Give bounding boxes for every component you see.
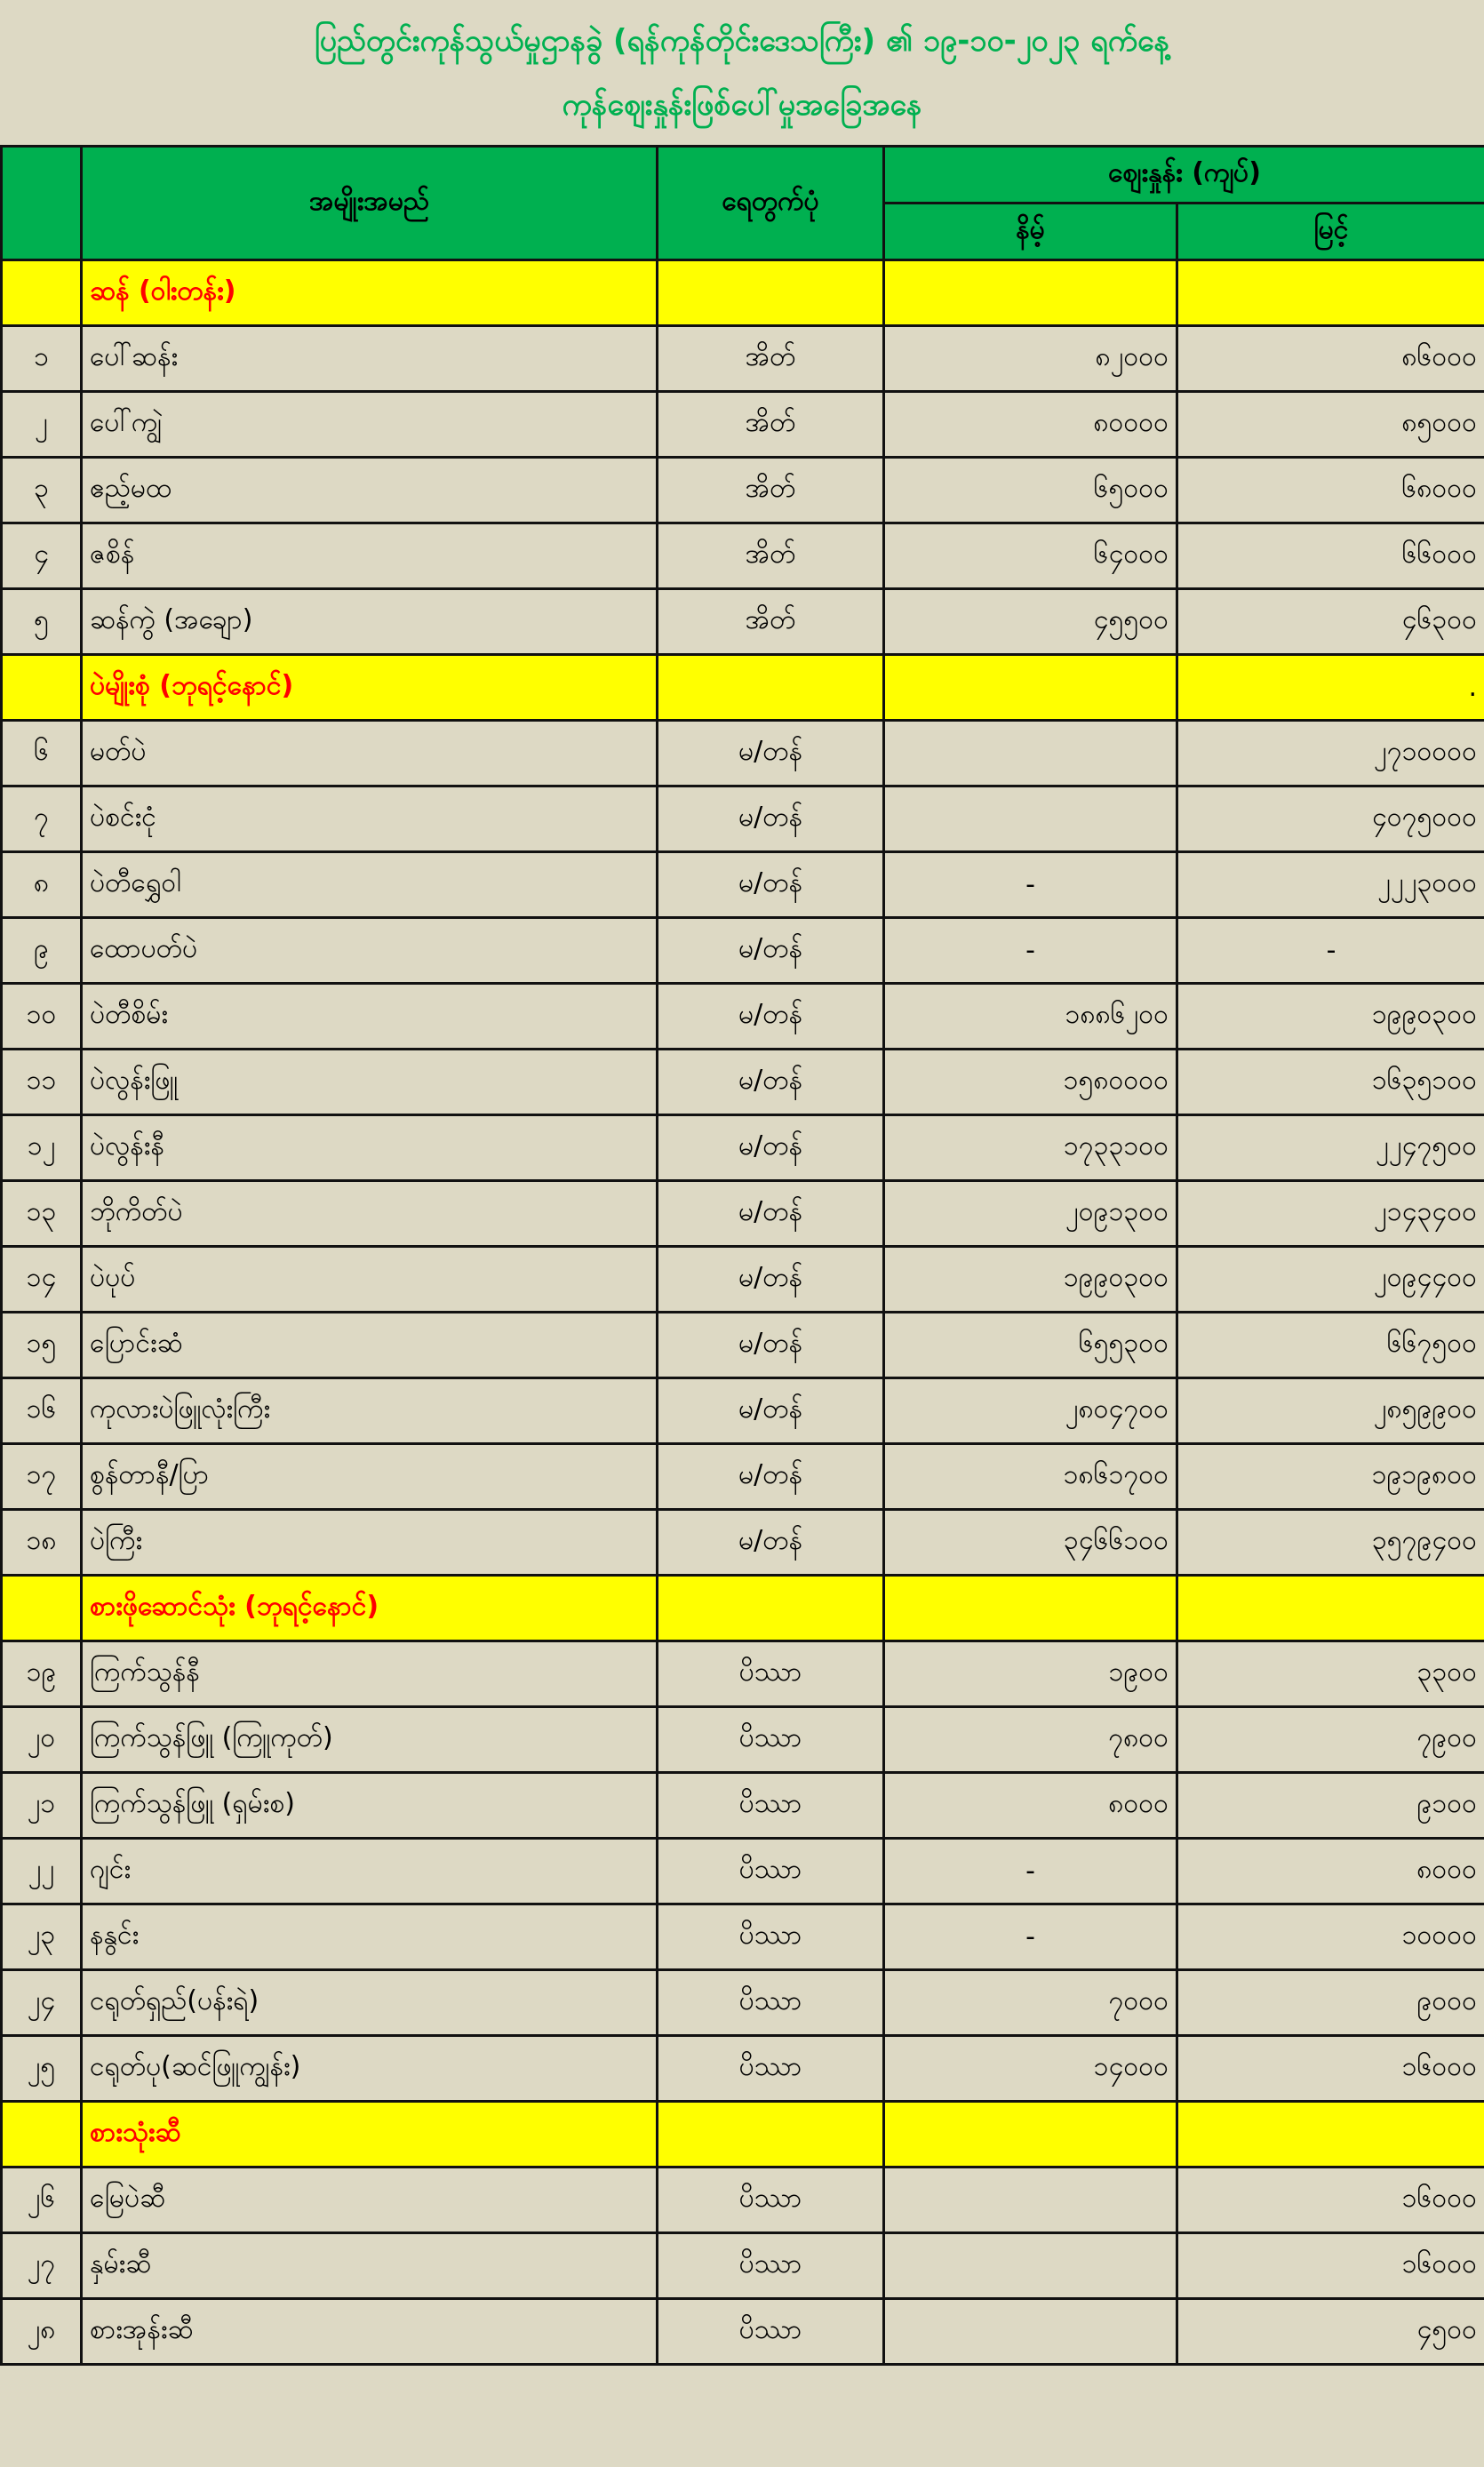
cell-no: ၂၇ bbox=[2, 2233, 82, 2299]
cell-no: ၅ bbox=[2, 589, 82, 655]
group-no bbox=[2, 260, 82, 326]
cell-low: ၆၅၀၀၀ bbox=[884, 458, 1177, 523]
cell-high: ၆၆၇၅၀၀ bbox=[1177, 1313, 1484, 1378]
table-row bbox=[2, 1247, 1484, 1313]
cell-no: ၂၄ bbox=[2, 1970, 82, 2036]
cell-low: ၂၈၀၄၇၀၀ bbox=[884, 1378, 1177, 1444]
cell-no: ၇ bbox=[2, 786, 82, 852]
table-row bbox=[2, 1378, 1484, 1444]
cell-unit: ပိဿာ bbox=[658, 1641, 884, 1707]
cell-unit: အိတ် bbox=[658, 523, 884, 589]
cell-unit: မ/တန် bbox=[658, 918, 884, 984]
cell-no: ၁၆ bbox=[2, 1378, 82, 1444]
cell-name: ပြောင်းဆံ bbox=[82, 1313, 658, 1378]
table-row bbox=[2, 786, 1484, 852]
cell-no: ၂၈ bbox=[2, 2299, 82, 2365]
cell-name: ပဲစင်းငုံ bbox=[82, 786, 658, 852]
cell-unit: မ/တန် bbox=[658, 1181, 884, 1247]
cell-low: ၈၀၀၀၀ bbox=[884, 392, 1177, 458]
title-line-2: ကုန်ဈေးနှုန်းဖြစ်ပေါ်မှုအခြေအနေ bbox=[562, 86, 922, 123]
cell-high: - bbox=[1177, 918, 1484, 984]
cell-low: ၁၈၈၆၂၀၀ bbox=[884, 984, 1177, 1050]
cell-no: ၁၇ bbox=[2, 1444, 82, 1510]
cell-high: ၁၆၀၀၀ bbox=[1177, 2233, 1484, 2299]
header-name: အမျိုးအမည် bbox=[82, 147, 658, 260]
table-row bbox=[2, 721, 1484, 786]
cell-name: ကုလားပဲဖြူလုံးကြီး bbox=[82, 1378, 658, 1444]
table-row bbox=[2, 2036, 1484, 2102]
title-line-1: ပြည်တွင်းကုန်သွယ်မှုဌာနခွဲ (ရန်ကုန်တိုင်းဒေသကြီး) ၏ ၁၉-၁၀-၂၀၂၃ ရက်နေ့ bbox=[314, 22, 1170, 59]
cell-name: ပဲလွန်းနီ bbox=[82, 1115, 658, 1181]
cell-name: ပေါ်ကျွဲ bbox=[82, 392, 658, 458]
cell-name: ဆန်ကွဲ (အချော) bbox=[82, 589, 658, 655]
cell-name: ဂျင်း bbox=[82, 1839, 658, 1904]
cell-no: ၁ bbox=[2, 326, 82, 392]
cell-low: ၂၀၉၁၃၀၀ bbox=[884, 1181, 1177, 1247]
cell-low: ၁၉၉၀၃၀၀ bbox=[884, 1247, 1177, 1313]
cell-no: ၁၀ bbox=[2, 984, 82, 1050]
cell-no: ၁၉ bbox=[2, 1641, 82, 1707]
group-high bbox=[1177, 2102, 1484, 2168]
group-name: ပဲမျိုးစုံ (ဘုရင့်နောင်) bbox=[82, 655, 658, 721]
cell-no: ၁၅ bbox=[2, 1313, 82, 1378]
cell-low: ၈၀၀၀ bbox=[884, 1773, 1177, 1839]
table-row bbox=[2, 2299, 1484, 2365]
table-row bbox=[2, 523, 1484, 589]
cell-unit: ပိဿာ bbox=[658, 1707, 884, 1773]
cell-unit: မ/တန် bbox=[658, 1378, 884, 1444]
cell-no: ၁၃ bbox=[2, 1181, 82, 1247]
cell-unit: ပိဿာ bbox=[658, 1904, 884, 1970]
cell-high: ၄၆၃၀၀ bbox=[1177, 589, 1484, 655]
group-name: ဆန် (ဝါးတန်း) bbox=[82, 260, 658, 326]
group-unit bbox=[658, 655, 884, 721]
group-low bbox=[884, 1576, 1177, 1641]
group-name: စားသုံးဆီ bbox=[82, 2102, 658, 2168]
cell-high: ၂၀၉၄၄၀၀ bbox=[1177, 1247, 1484, 1313]
cell-low: ၆၄၀၀၀ bbox=[884, 523, 1177, 589]
cell-high: ၄၀၇၅၀၀၀ bbox=[1177, 786, 1484, 852]
cell-name: ပဲတီစိမ်း bbox=[82, 984, 658, 1050]
cell-high: ၁၉၁၉၈၀၀ bbox=[1177, 1444, 1484, 1510]
group-header-row bbox=[2, 1576, 1484, 1641]
cell-low: ၇၈၀၀ bbox=[884, 1707, 1177, 1773]
group-name: စားဖိုဆောင်သုံး (ဘုရင့်နောင်) bbox=[82, 1576, 658, 1641]
cell-name: ပဲလွန်းဖြူ bbox=[82, 1050, 658, 1115]
cell-unit: မ/တန် bbox=[658, 1444, 884, 1510]
cell-high: ၇၉၀၀ bbox=[1177, 1707, 1484, 1773]
header-low: နိမ့် bbox=[884, 204, 1177, 260]
table-row bbox=[2, 1510, 1484, 1576]
cell-high: ၁၆၃၅၁၀၀ bbox=[1177, 1050, 1484, 1115]
cell-no: ၂၃ bbox=[2, 1904, 82, 1970]
cell-high: ၂၇၁၀၀၀၀ bbox=[1177, 721, 1484, 786]
header-price: ဈေးနှုန်း (ကျပ်) bbox=[884, 147, 1484, 204]
cell-unit: မ/တန် bbox=[658, 1247, 884, 1313]
group-low bbox=[884, 655, 1177, 721]
header-unit: ရေတွက်ပုံ bbox=[658, 147, 884, 260]
cell-no: ၁၈ bbox=[2, 1510, 82, 1576]
cell-low bbox=[884, 2233, 1177, 2299]
cell-unit: မ/တန် bbox=[658, 1050, 884, 1115]
page-title bbox=[0, 0, 1484, 145]
cell-name: စွန်တာနီ/ပြာ bbox=[82, 1444, 658, 1510]
table-row bbox=[2, 589, 1484, 655]
cell-high: ၁၉၉၀၃၀၀ bbox=[1177, 984, 1484, 1050]
cell-name: ကြက်သွန်နီ bbox=[82, 1641, 658, 1707]
cell-unit: ပိဿာ bbox=[658, 1773, 884, 1839]
cell-name: နနွင်း bbox=[82, 1904, 658, 1970]
cell-low bbox=[884, 786, 1177, 852]
table-row bbox=[2, 2233, 1484, 2299]
cell-no: ၂၂ bbox=[2, 1839, 82, 1904]
cell-unit: ပိဿာ bbox=[658, 1970, 884, 2036]
cell-high: ၃၅၇၉၄၀၀ bbox=[1177, 1510, 1484, 1576]
table-row bbox=[2, 1115, 1484, 1181]
table-row bbox=[2, 2168, 1484, 2233]
group-low bbox=[884, 2102, 1177, 2168]
table-row bbox=[2, 326, 1484, 392]
table-row bbox=[2, 852, 1484, 918]
cell-high: ၃၃၀၀ bbox=[1177, 1641, 1484, 1707]
table-row bbox=[2, 1444, 1484, 1510]
cell-unit: မ/တန် bbox=[658, 1313, 884, 1378]
cell-unit: ပိဿာ bbox=[658, 2168, 884, 2233]
cell-unit: မ/တန် bbox=[658, 721, 884, 786]
group-high: . bbox=[1177, 655, 1484, 721]
cell-no: ၆ bbox=[2, 721, 82, 786]
cell-high: ၁၆၀၀၀ bbox=[1177, 2168, 1484, 2233]
table-row bbox=[2, 1904, 1484, 1970]
group-no bbox=[2, 2102, 82, 2168]
cell-name: ငရုတ်ပု(ဆင်ဖြူကျွန်း) bbox=[82, 2036, 658, 2102]
table-row bbox=[2, 1641, 1484, 1707]
table-row bbox=[2, 1181, 1484, 1247]
cell-low: ၈၂၀၀၀ bbox=[884, 326, 1177, 392]
cell-high: ၁၆၀၀၀ bbox=[1177, 2036, 1484, 2102]
cell-unit: အိတ် bbox=[658, 326, 884, 392]
cell-no: ၂၅ bbox=[2, 2036, 82, 2102]
table-row bbox=[2, 1970, 1484, 2036]
cell-low: ၆၅၅၃၀၀ bbox=[884, 1313, 1177, 1378]
cell-high: ၂၈၅၉၉၀၀ bbox=[1177, 1378, 1484, 1444]
cell-name: ဧည့်မထ bbox=[82, 458, 658, 523]
cell-low: ၇၀၀၀ bbox=[884, 1970, 1177, 2036]
cell-low: ၁၉၀၀ bbox=[884, 1641, 1177, 1707]
cell-low: - bbox=[884, 918, 1177, 984]
group-no bbox=[2, 1576, 82, 1641]
cell-name: ကြက်သွန်ဖြူ (ကြူကုတ်) bbox=[82, 1707, 658, 1773]
cell-high: ၉၁၀၀ bbox=[1177, 1773, 1484, 1839]
group-no bbox=[2, 655, 82, 721]
cell-low bbox=[884, 2168, 1177, 2233]
table-row bbox=[2, 1839, 1484, 1904]
cell-name: မတ်ပဲ bbox=[82, 721, 658, 786]
cell-unit: ပိဿာ bbox=[658, 2233, 884, 2299]
cell-name: နှမ်းဆီ bbox=[82, 2233, 658, 2299]
group-high bbox=[1177, 260, 1484, 326]
cell-unit: မ/တန် bbox=[658, 786, 884, 852]
cell-no: ၂၀ bbox=[2, 1707, 82, 1773]
table-row bbox=[2, 1050, 1484, 1115]
cell-unit: အိတ် bbox=[658, 589, 884, 655]
group-header-row bbox=[2, 260, 1484, 326]
cell-low: - bbox=[884, 1839, 1177, 1904]
cell-low: - bbox=[884, 852, 1177, 918]
group-unit bbox=[658, 1576, 884, 1641]
table-row bbox=[2, 918, 1484, 984]
table-body bbox=[2, 260, 1484, 2365]
cell-no: ၄ bbox=[2, 523, 82, 589]
cell-unit: မ/တန် bbox=[658, 984, 884, 1050]
cell-low: ၁၈၆၁၇၀၀ bbox=[884, 1444, 1177, 1510]
cell-low: - bbox=[884, 1904, 1177, 1970]
cell-unit: အိတ် bbox=[658, 458, 884, 523]
cell-low: ၃၄၆၆၁၀၀ bbox=[884, 1510, 1177, 1576]
cell-low bbox=[884, 721, 1177, 786]
cell-name: စားအုန်းဆီ bbox=[82, 2299, 658, 2365]
cell-high: ၆၆၀၀၀ bbox=[1177, 523, 1484, 589]
cell-no: ၉ bbox=[2, 918, 82, 984]
cell-unit: မ/တန် bbox=[658, 1115, 884, 1181]
cell-unit: မ/တန် bbox=[658, 1510, 884, 1576]
cell-name: ငရုတ်ရှည်(ပန်းရဲ) bbox=[82, 1970, 658, 2036]
cell-unit: ပိဿာ bbox=[658, 2036, 884, 2102]
group-unit bbox=[658, 260, 884, 326]
cell-high: ၄၅၀၀ bbox=[1177, 2299, 1484, 2365]
cell-name: ပဲပုပ် bbox=[82, 1247, 658, 1313]
cell-high: ၈၆၀၀၀ bbox=[1177, 326, 1484, 392]
cell-high: ၂၂၄၇၅၀၀ bbox=[1177, 1115, 1484, 1181]
cell-name: ဇစိန် bbox=[82, 523, 658, 589]
cell-name: မြေပဲဆီ bbox=[82, 2168, 658, 2233]
group-high bbox=[1177, 1576, 1484, 1641]
cell-high: ၂၂၂၃၀၀၀ bbox=[1177, 852, 1484, 918]
group-header-row bbox=[2, 655, 1484, 721]
cell-low: ၁၇၃၃၁၀၀ bbox=[884, 1115, 1177, 1181]
group-unit bbox=[658, 2102, 884, 2168]
cell-no: ၂၁ bbox=[2, 1773, 82, 1839]
header-high: မြင့် bbox=[1177, 204, 1484, 260]
table-row bbox=[2, 458, 1484, 523]
cell-high: ၉၀၀၀ bbox=[1177, 1970, 1484, 2036]
cell-no: ၃ bbox=[2, 458, 82, 523]
table-row bbox=[2, 1313, 1484, 1378]
cell-no: ၂၆ bbox=[2, 2168, 82, 2233]
cell-high: ၆၈၀၀၀ bbox=[1177, 458, 1484, 523]
cell-high: ၈၀၀၀ bbox=[1177, 1839, 1484, 1904]
cell-unit: ပိဿာ bbox=[658, 2299, 884, 2365]
cell-unit: မ/တန် bbox=[658, 852, 884, 918]
cell-name: ထောပတ်ပဲ bbox=[82, 918, 658, 984]
cell-no: ၁၄ bbox=[2, 1247, 82, 1313]
cell-low: ၄၅၅၀၀ bbox=[884, 589, 1177, 655]
header-number bbox=[2, 147, 82, 260]
cell-name: ဘိုကိတ်ပဲ bbox=[82, 1181, 658, 1247]
cell-low bbox=[884, 2299, 1177, 2365]
cell-low: ၁၄၀၀၀ bbox=[884, 2036, 1177, 2102]
cell-high: ၁၀၀၀၀ bbox=[1177, 1904, 1484, 1970]
cell-no: ၁၂ bbox=[2, 1115, 82, 1181]
price-table bbox=[0, 145, 1484, 2366]
cell-unit: အိတ် bbox=[658, 392, 884, 458]
cell-name: ပဲကြီး bbox=[82, 1510, 658, 1576]
table-row bbox=[2, 984, 1484, 1050]
cell-no: ၈ bbox=[2, 852, 82, 918]
cell-high: ၂၁၄၃၄၀၀ bbox=[1177, 1181, 1484, 1247]
cell-unit: ပိဿာ bbox=[658, 1839, 884, 1904]
cell-no: ၂ bbox=[2, 392, 82, 458]
table-row bbox=[2, 1707, 1484, 1773]
cell-high: ၈၅၀၀၀ bbox=[1177, 392, 1484, 458]
cell-name: ပဲတီရွှေဝါ bbox=[82, 852, 658, 918]
cell-low: ၁၅၈၀၀၀၀ bbox=[884, 1050, 1177, 1115]
group-low bbox=[884, 260, 1177, 326]
cell-name: ပေါ်ဆန်း bbox=[82, 326, 658, 392]
table-row bbox=[2, 392, 1484, 458]
cell-name: ကြက်သွန်ဖြူ (ရှမ်းစ) bbox=[82, 1773, 658, 1839]
cell-no: ၁၁ bbox=[2, 1050, 82, 1115]
table-row bbox=[2, 1773, 1484, 1839]
group-header-row bbox=[2, 2102, 1484, 2168]
